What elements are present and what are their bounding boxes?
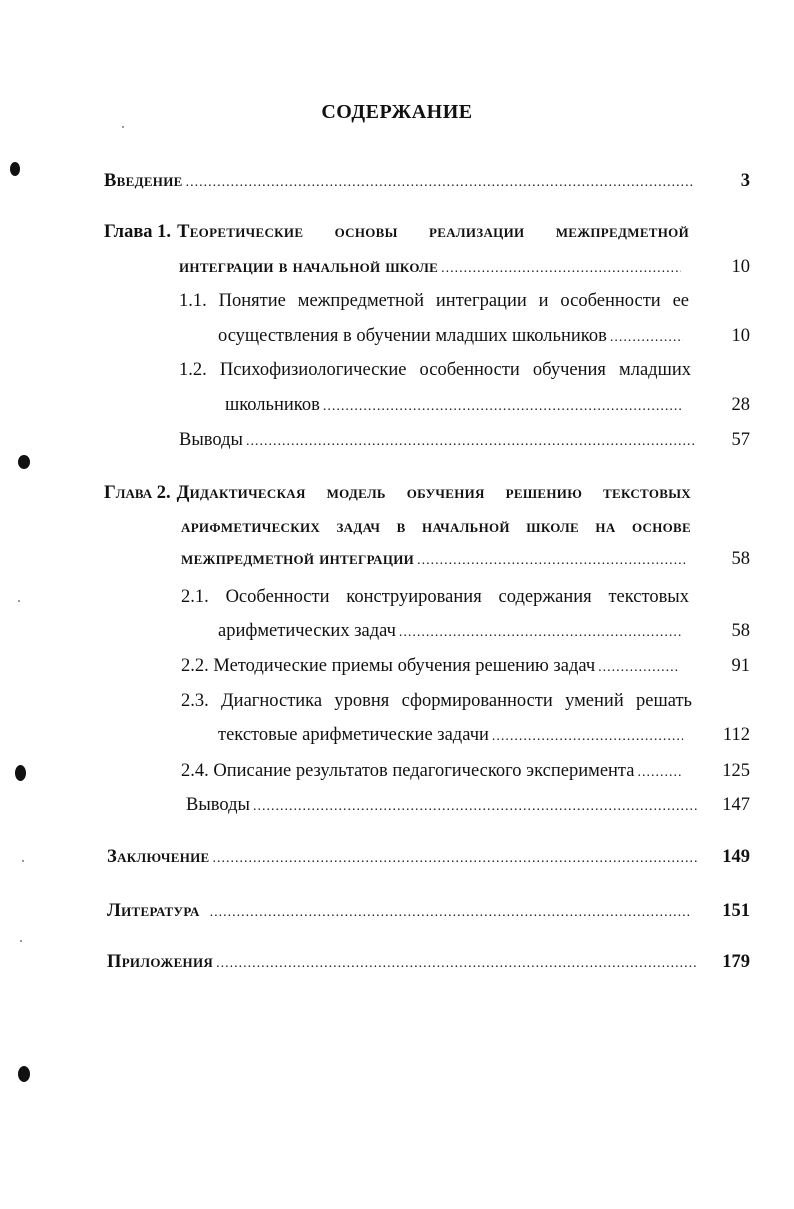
entry-page: 57 (731, 430, 750, 450)
entry-label-cont: арифметических задач (218, 621, 396, 641)
dot-leader (637, 762, 683, 784)
entry-page: 147 (722, 795, 750, 815)
chapter-title-line-1: Дидактическая модель обучения решению текстовых (176, 483, 691, 503)
dot-leader (186, 172, 693, 194)
dot-leader (417, 550, 686, 572)
scan-speck (20, 940, 22, 942)
entry-label-cont: текстовые арифметические задачи (218, 725, 489, 745)
scan-speck (22, 860, 24, 862)
toc-entry-conclusions-2 (186, 794, 702, 818)
dot-leader (213, 848, 699, 870)
dot-leader (246, 431, 696, 453)
entry-label: 2.1. Особенности конструирования содержания текстовых (181, 587, 689, 607)
entry-label-cont: школьников (225, 395, 320, 415)
punch-hole (18, 1066, 30, 1082)
entry-page: 10 (731, 326, 750, 346)
toc-entry-conclusions-1 (179, 429, 699, 453)
entry-label: Литература (107, 901, 200, 921)
entry-label: Приложения (107, 952, 214, 972)
toc-entry-1-1 (179, 290, 689, 312)
entry-page: 10 (731, 257, 750, 277)
toc-entry-2-3-cont (218, 724, 686, 748)
chapter-title-line-2: арифметических задач в начальной школе на основе (181, 517, 691, 537)
toc-entry-1-2 (179, 359, 691, 381)
dot-leader (492, 726, 683, 748)
entry-page: 58 (731, 621, 750, 641)
toc-entry-introduction (104, 170, 696, 194)
entry-page: 3 (740, 171, 750, 191)
toc-entry-literature (107, 900, 695, 924)
toc-entry-1-2-cont (225, 394, 686, 418)
entry-page: 91 (731, 656, 750, 676)
entry-page: 149 (722, 847, 750, 867)
entry-label: Заключение (107, 847, 210, 867)
scan-speck (18, 600, 20, 602)
entry-label: 2.3. Диагностика уровня сформированности умений решать (181, 691, 692, 711)
dot-leader (399, 622, 681, 644)
toc-entry-appendices (107, 951, 699, 975)
dot-leader (610, 327, 683, 349)
toc-entry-2-4 (181, 760, 686, 784)
dot-leader (598, 657, 678, 679)
dot-leader (210, 902, 692, 924)
toc-entry-2-3 (181, 690, 692, 712)
chapter-number: Глава 2. (104, 483, 171, 503)
punch-hole (10, 162, 20, 176)
entry-page: 151 (722, 901, 750, 921)
chapter-title-line-2: интеграции в начальной школе (179, 257, 439, 277)
entry-label: Введение (104, 171, 183, 191)
toc-entry-2-1-cont (218, 620, 684, 644)
toc-entry-chapter-2-cont-2 (181, 548, 689, 572)
entry-page: 112 (722, 725, 750, 745)
entry-page: 125 (722, 761, 750, 781)
entry-label-cont: осуществления в обучении младших школьников (218, 326, 607, 346)
punch-hole (18, 455, 30, 469)
dot-leader (253, 796, 699, 818)
toc-entry-2-1 (181, 586, 689, 608)
entry-label: Выводы (186, 795, 250, 815)
dot-leader (216, 953, 696, 975)
chapter-number: Глава 1. (104, 222, 172, 242)
punch-hole (15, 765, 26, 781)
entry-label: 1.2. Психофизиологические особенности обучения младших (179, 360, 691, 380)
entry-page: 58 (731, 549, 750, 569)
toc-entry-1-1-cont (218, 325, 686, 349)
dot-leader (441, 258, 681, 280)
entry-page: 28 (731, 395, 750, 415)
entry-label: 1.1. Понятие межпредметной интеграции и особенности ее (179, 291, 689, 311)
toc-entry-chapter-1 (104, 221, 689, 243)
dot-leader (323, 396, 683, 418)
entry-page: 179 (722, 952, 750, 972)
toc-entry-conclusion (107, 846, 702, 870)
chapter-title-line-1: Теоретические основы реализации межпредметной (177, 222, 689, 242)
page-title: СОДЕРЖАНИЕ (321, 101, 473, 123)
toc-entry-chapter-2-cont-1 (181, 516, 691, 538)
scan-speck (122, 126, 124, 128)
toc-entry-chapter-2 (104, 482, 691, 504)
entry-label: 2.2. Методические приемы обучения решению задач (181, 656, 596, 676)
toc-entry-chapter-1-cont (179, 256, 684, 280)
entry-label: Выводы (179, 430, 243, 450)
entry-label: 2.4. Описание результатов педагогического эксперимента (181, 761, 635, 781)
chapter-title-line-3: межпредметной интеграции (181, 549, 415, 569)
toc-entry-2-2 (181, 655, 681, 679)
